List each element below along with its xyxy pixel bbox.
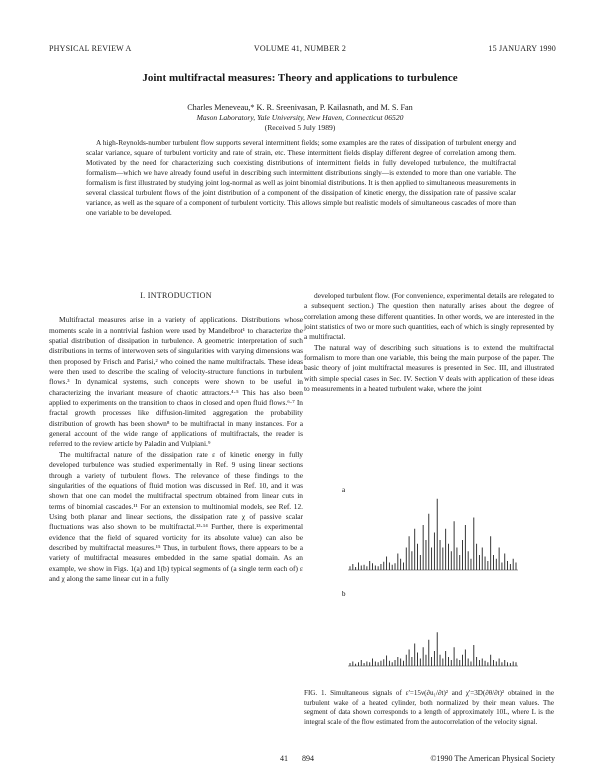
- page-number: 41: [280, 754, 288, 763]
- volume-number: VOLUME 41, NUMBER 2: [253, 44, 347, 53]
- paragraph: The natural way of describing such situations is to extend the multifractal formalism to more than one variable, this being the main purpose of the paper. The basic theory of joint multifractal measures is presented in Sec. III, and illustrated with simple special cases in Sec. IV. Section V deals with application of these ideas to measurements in a heated turbulent wake, where the joint: [304, 342, 554, 394]
- received-date: (Received 5 July 1989): [264, 123, 336, 132]
- series-a-trace: [350, 499, 516, 570]
- panel-b-label: b: [342, 590, 346, 598]
- figure-caption: FIG. 1. Simultaneous signals of ε'=15ν(∂u₁/∂t)² and χ'=3D(∂θ/∂t)² obtained in the turbulent wake of a heated cylinder, both normalized by their mean values. The segment of data shown corresponds to a length of approximately 10L, where L is the integral scale of the flow estimated from the autocorrelation of the velocity signal.: [304, 689, 554, 726]
- right-column: [304, 291, 554, 394]
- abstract: A high-Reynolds-number turbulent flow supports several intermittent fields; some examples are the rates of dissipation of turbulent energy and scalar variance, square of turbulent vorticity and rate of strain, etc. These intermittent fields display different degree of correlation among them. Motivated by the need for characterizing such coexisting distributions of intermittent fields in fully developed turbulence, the multifractal formalism—which we have already found useful in describing such intermittent distributions singly—is extended to more than one variable. The formalism is first illustrated by studying joint log-normal as well as joint binomial distributions. It is then applied to simultaneous measurements in several classical turbulent flows of the joint distribution of a component of the dissipation of kinetic energy, the dissipation rate of passive scalar variance, as well as the square of a component of turbulent vorticity. This allows simple but realistic models of simultaneous cascades of more than one variable to be developed.: [86, 138, 516, 217]
- paragraph: developed turbulent flow. (For convenience, experimental details are relegated to a subsequent section.) The question then naturally arises about the degree of correlation among these different quantities. In other words, we are interested in the joint statistics of two or more such quantities, each of which is singly represented by a multifractal.: [304, 291, 554, 342]
- paper-title: Joint multifractal measures: Theory and applications to turbulence: [142, 72, 458, 84]
- series-b-trace: [350, 632, 516, 666]
- figure-1: [318, 478, 538, 678]
- author-list: Charles Meneveau,* K. R. Sreenivasan, P. Kailasnath, and M. S. Fan: [187, 103, 413, 112]
- issue-date: 15 JANUARY 1990: [488, 44, 556, 53]
- page-code: 894: [302, 754, 314, 763]
- paragraph: The multifractal nature of the dissipation rate ε of kinetic energy in fully developed turbulence was studied experimentally in Ref. 9 using linear sections through a variety of turbulent flows. The relevance of these findings to the singularities of the equations of fluid motion was discussed in Ref. 10, and it was shown that one can model the multifractal spectrum obtained from linear cuts in terms of binomial cascades.¹¹ For an extension to multinomial models, see Ref. 12. Using both planar and linear sections, the dissipation rate χ of passive scalar fluctuations was also shown to be multifractal.¹³·¹⁴ Further, there is experimental evidence that the field of squared vorticity for its absolute value) can also be described by multifractal measures.¹⁵ Thus, in turbulent flows, there appears to be a variety of multifractal measures embedded in the same spatial domain. As an example, we show in Figs. 1(a) and 1(b) typical segments of (a single term each of) ε and χ along the same linear cut in a fully: [49, 449, 303, 583]
- panel-a-label: a: [342, 486, 346, 494]
- paragraph: Multifractal measures arise in a variety of applications. Distributions whose moments scale in a nontrivial fashion were used by Mandelbrot¹ to characterize the spatial distribution of dissipation in turbulence. A geometric interpretation of such distributions in terms of interwoven sets of singularities with varying dimensions was then proposed by Frisch and Parisi,² who coined the name multifractals. These ideas were then used to describe the scaling of velocity-structure functions in turbulent flows.³ In dynamical systems, such concepts were shown to be useful in characterizing the invariant measure of chaotic attractors.⁴·⁵ This has also been applied to experiments on the transition to chaos in closed and open fluid flows.⁶·⁷ In fractal growth processes like diffusion-limited aggregation the probability distribution of growth has been shown⁸ to be multifractal in many instances. For a general account of the wide range of applications of multifractals, the reader is referred to the review article by Paladin and Vulpiani.⁹: [49, 315, 303, 449]
- section-heading: I. INTRODUCTION: [140, 291, 212, 300]
- copyright: ©1990 The American Physical Society: [430, 754, 555, 763]
- left-column: [49, 291, 303, 584]
- signal-plot: [318, 478, 538, 678]
- affiliation: Mason Laboratory, Yale University, New Haven, Connecticut 06520: [196, 113, 404, 122]
- journal-name: PHYSICAL REVIEW A: [49, 44, 132, 53]
